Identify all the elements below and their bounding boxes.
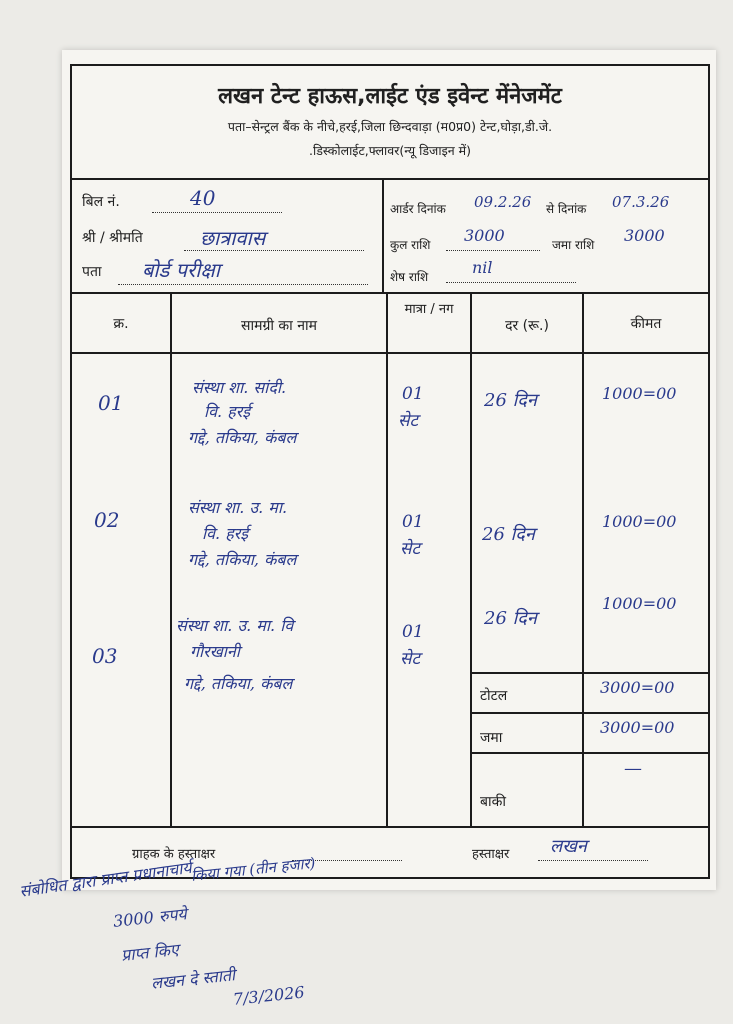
row1-rate: 26 दिन [484, 390, 537, 411]
receipt-note-5: लखन दे स्ताती [150, 965, 236, 993]
col-header-amount: कीमत [630, 316, 662, 332]
customer-label: श्री / श्रीमति [82, 230, 143, 246]
signature-line [538, 860, 648, 861]
row1-name-3: गद्दे, तकिया, कंबल [188, 428, 297, 447]
row2-amount: 1000=00 [602, 512, 677, 531]
summary-mid-divider [470, 712, 708, 714]
summary-low-divider [470, 752, 708, 754]
col-header-name: सामग्री का नाम [240, 318, 318, 334]
table-header-divider [72, 352, 708, 354]
col-divider-2 [386, 292, 388, 826]
row1-qty-unit: सेट [398, 411, 419, 431]
total-amount-line [446, 250, 540, 251]
signature-label: हस्ताक्षर [472, 847, 510, 862]
row3-name-3: गद्दे, तकिया, कंबल [184, 674, 293, 693]
summary-top-divider [470, 672, 708, 674]
balance-amount-line [446, 282, 576, 283]
row3-sno: 03 [92, 644, 118, 668]
row3-rate: 26 दिन [484, 608, 537, 629]
total-amount-label: कुल राशि [390, 238, 431, 252]
summary-col-divider [582, 672, 584, 826]
row2-name-3: गद्दे, तकिया, कंबल [188, 550, 297, 569]
deposit-amount-value: 3000 [624, 226, 665, 245]
row2-rate: 26 दिन [482, 524, 535, 545]
address-line [118, 284, 368, 285]
receipt-note-4: प्राप्त किए [120, 939, 180, 965]
header-divider [72, 178, 708, 180]
bill-frame [70, 64, 710, 879]
row3-qty-unit: सेट [400, 649, 421, 669]
receipt-note-3: 3000 रुपये [112, 904, 188, 931]
customer-value: छात्रावास [200, 226, 266, 250]
order-to-date: 07.3.26 [612, 193, 670, 211]
col-divider-1 [170, 292, 172, 826]
table-bottom-divider [72, 826, 708, 828]
col-divider-4 [582, 292, 584, 672]
summary-deposit-value: 3000=00 [600, 718, 675, 737]
balance-amount-value: nil [472, 258, 493, 277]
row2-name-1: संस्था शा. उ. मा. [188, 498, 288, 517]
row1-qty: 01 [402, 384, 424, 404]
col-header-rate: दर (रू.) [505, 318, 549, 334]
customer-signature-label: ग्राहक के हस्ताक्षर [132, 847, 216, 862]
order-from-date: 09.2.26 [474, 193, 532, 211]
signature-value: लखन [550, 836, 587, 857]
summary-deposit-label: जमा [480, 730, 503, 746]
summary-balance-value: — [624, 758, 642, 779]
row3-name-2: गौरखानी [190, 642, 240, 661]
receipt-note-2: किया गया (तीन हजार) [190, 853, 317, 885]
deposit-amount-label: जमा राशि [552, 238, 595, 252]
total-amount-value: 3000 [464, 226, 505, 245]
row2-sno: 02 [94, 508, 120, 532]
shop-address-line2: .डिस्कोलाईट,फ्लावर(न्यू डिजाइन में) [309, 143, 471, 158]
row1-amount: 1000=00 [602, 384, 677, 403]
address-label: पता [82, 264, 102, 280]
row1-name-2: वि. हरई [204, 402, 251, 421]
info-bottom-divider [72, 292, 708, 294]
bill-no-value: 40 [190, 186, 216, 210]
row3-name-1: संस्था शा. उ. मा. वि [176, 616, 294, 635]
bill-no-line [152, 212, 282, 213]
col-header-qty: मात्रा / नग [404, 302, 454, 317]
shop-title: लखन टेन्ट हाऊस,लाईट एंड इवेन्ट मेंनेजमेंट [218, 84, 562, 109]
order-to-label: से दिनांक [546, 202, 587, 216]
col-divider-3 [470, 292, 472, 826]
row3-qty: 01 [402, 622, 424, 642]
row1-name-1: संस्था शा. सांदी. [192, 378, 287, 397]
row1-sno: 01 [98, 391, 124, 415]
bill-no-label: बिल नं. [82, 194, 120, 210]
info-divider [382, 178, 384, 292]
shop-address-line1: पता–सेन्ट्रल बैंक के नीचे,हरई,जिला छिन्दवाड़ा (म0प्र0) टेन्ट,घोड़ा,डी.जे. [227, 119, 553, 134]
col-header-sno: क्र. [113, 316, 129, 332]
row3-amount: 1000=00 [602, 594, 677, 613]
receipt-note-6: 7/3/2026 [232, 982, 306, 1009]
row2-qty: 01 [402, 512, 424, 532]
row2-name-2: वि. हरई [202, 524, 249, 543]
summary-balance-label: बाकी [480, 794, 506, 810]
summary-total-label: टोटल [480, 688, 508, 704]
receipt-note-1: संबोधित द्वारा प्राप्त प्रधानाचार्य [18, 857, 193, 901]
address-value: बोर्ड परीक्षा [142, 258, 220, 282]
balance-amount-label: शेष राशि [390, 270, 429, 284]
row2-qty-unit: सेट [400, 539, 421, 559]
summary-total-value: 3000=00 [600, 678, 675, 697]
order-date-label: आर्डर दिनांक [390, 202, 446, 216]
